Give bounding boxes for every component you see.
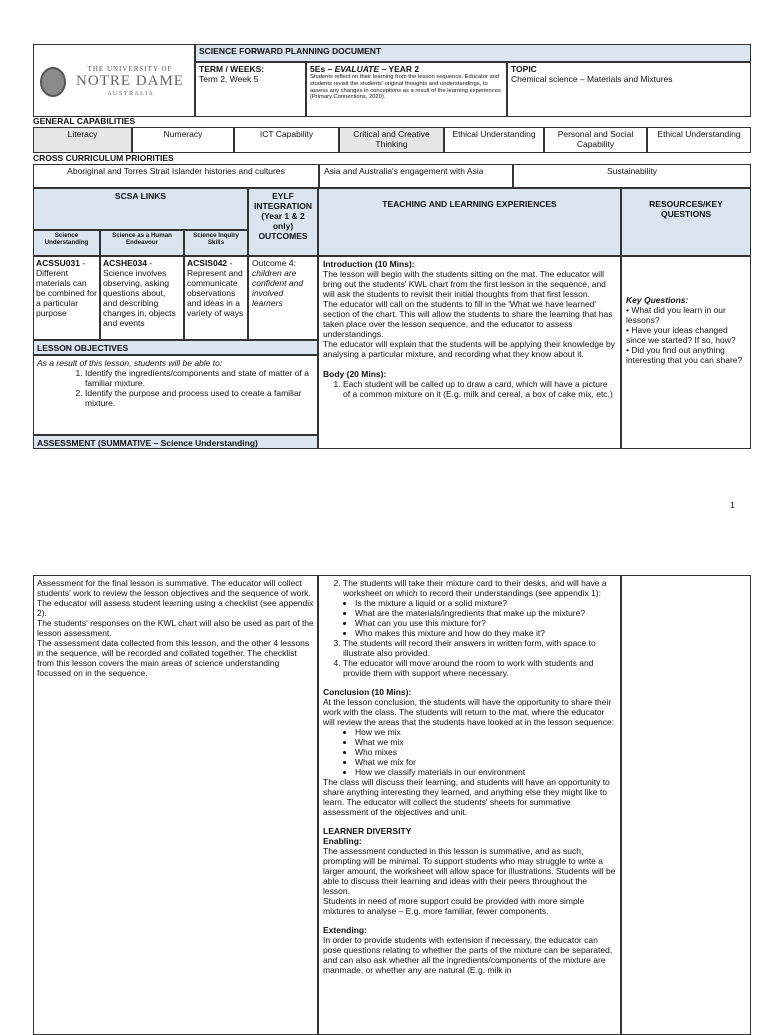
capability-ethical-2: Ethical Understanding — [647, 127, 751, 153]
objectives-heading: LESSON OBJECTIVES — [33, 340, 318, 355]
intro-heading: Introduction (10 Mins): — [323, 259, 415, 269]
scsa-sub-human: Science as a Human Endeavour — [100, 230, 184, 256]
capability-personal: Personal and Social Capability — [544, 127, 647, 153]
logo-cell — [33, 44, 195, 117]
outcomes-label: OUTCOMES — [258, 231, 308, 241]
ccp-sustainability: Sustainability — [513, 164, 751, 188]
scsa-c4: Outcome 4: children are confident and involved learners — [248, 256, 318, 340]
scsa-c1: ACSSU031 - Different materials can be combined for a particular purpose — [33, 256, 100, 340]
logo-line1: THE UNIVERSITY OF — [87, 65, 173, 73]
es-cell — [306, 62, 507, 117]
es-text: Students reflect on their learning from the lesson sequence. Educator and students revisit the students' original thoughts and understandings, to assess any changes in conceptions as a result of the learning experiences (Primary Connections, 2020). — [310, 74, 501, 101]
doc-title: SCIENCE FORWARD PLANNING DOCUMENT — [195, 44, 751, 62]
topic-label: TOPIC — [511, 64, 537, 74]
ccp-asia: Asia and Australia's engagement with Asia — [319, 164, 513, 188]
eylf-heading — [248, 188, 318, 256]
term-cell — [195, 62, 306, 117]
crest-icon — [40, 67, 66, 97]
resources-cell-1: Key Questions: • What did you learn in our lessons? • Have your ideas changed since we started? If so, how? • Did you find out anything interesting that you can share? — [621, 256, 751, 449]
university-logo — [40, 65, 190, 101]
scsa-c2: ACSHE034 - Science involves observing, asking questions about, and describing changes in, objects and events — [100, 256, 184, 340]
teaching-cell-2: 2. The students will take their mixture card to their desks, and will have a worksheet on which to record their understandings (see appendix 1): • Is the mixture a liquid or a solid mixture? • What are the materials/ingredients that make up the mixture? • What can you use this mixture for? • Who makes this mixture and how do they make it? 3. The students will record their answers in written form, with space to illustrate also provided. 4. The educator will move around the room to work with students and provide them with support where necessary. Conclusion (10 Mins): At the lesson conclusion, the students will have the opportunity to share their work with the class. The students will return to the mat, where the educator will review the areas that the students have looked at in the lesson sequence: • How we mix • What we mix • Who mixes • What we mix for • How we classify materials in our environment The class will discuss their learning, and students will have an opportunity to share anything interesting they learned, and anything else they might like to learn. The educator will collect the students' sheets for summative assessment of the objectives and unit. LEARNER DIVERSITY Enabling: The assessment conducted in this lesson is summative, and as such, prompting will be minimal. To support students who may struggle to write a larger amount, the worksheet will allow space for illustrations. Students will be able to discuss their learning and ideas with their peers throughout the lesson. Students in need of more support could be provided with more simple mixtures to analyse – E.g. more familiar, fewer components. Extending: In order to provide students with extension if necessary, the educator can pose questions relating to whether the parts of the mixture can be separated, and can also ask whether all the ingredients/components of the mixture are manmade, or whether any are natural (E.g. milk in — [318, 575, 621, 1035]
enabling-heading: Enabling: — [323, 836, 362, 846]
assessment-heading: ASSESSMENT (SUMMATIVE – Science Understanding) — [33, 435, 318, 449]
resources-heading: RESOURCES/KEY QUESTIONS — [621, 188, 751, 256]
key-questions-heading: Key Questions: — [626, 295, 689, 305]
logo-line3: A U S T R A L I A — [107, 90, 153, 97]
es-label: 5Es – EVALUATE – YEAR 2 — [310, 64, 420, 74]
assessment-cell-2: Assessment for the final lesson is summative. The educator will collect students' work to review the lesson objectives and the sequence of work. The educator will assess student learning using a checklist (see appendix 2). The students' responses on the KWL chart will also be used as part of the lesson assessment. The assessment data collected from this lesson, and the other 4 lessons in the sequence, will be recorded and collated together. The checklist from this lesson covers the main areas of science understanding focussed on in the sequence. — [33, 575, 318, 1035]
resources-cell-2 — [621, 575, 751, 1035]
topic-value: Chemical science – Materials and Mixtures — [511, 74, 673, 84]
ccp-label: CROSS CURRICULUM PRIORITIES — [33, 153, 174, 163]
conclusion-heading: Conclusion (10 Mins): — [323, 687, 412, 697]
capability-ethical: Ethical Understanding — [444, 127, 544, 153]
logo-line2: NOTRE DAME — [76, 73, 184, 89]
diversity-heading: LEARNER DIVERSITY — [323, 826, 412, 836]
page-number: 1 — [730, 500, 735, 510]
teaching-cell-1: Introduction (10 Mins): The lesson will begin with the students sitting on the mat. The educator will bring out the students' KWL chart from the first lesson in the sequence, and will ask the students to revisit their initial thoughts from that first lesson. The educator will call on the students to fill in the 'What we have learned' section of the chart. This will allow the students to share the learning that has taken place over the lesson sequence, and the educator to assess understandings. The educator will explain that the students will be applying their knowledge by analysing a particular mixture, and recording what they know about it. Body (20 Mins): 1. Each student will be called up to draw a card, which will have a picture of a common mixture on it (E.g. milk and cereal, a box of cake mix, etc.) — [318, 256, 621, 449]
term-label: TERM / WEEKS: — [199, 64, 265, 74]
capability-critical: Critical and Creative Thinking — [339, 127, 444, 153]
capability-ict: ICT Capability — [234, 127, 339, 153]
term-value: Term 2, Week 5 — [199, 74, 259, 84]
scsa-sub-inquiry: Science Inquiry Skills — [184, 230, 248, 256]
topic-cell — [507, 62, 751, 117]
ccp-aboriginal: Aboriginal and Torres Strait Islander histories and cultures — [33, 164, 319, 188]
scsa-c3: ACSIS042 - Represent and communicate observations and ideas in a variety of ways — [184, 256, 248, 340]
scsa-sub-understanding: Science Understanding — [33, 230, 100, 256]
capability-literacy: Literacy — [33, 127, 132, 153]
teaching-heading: TEACHING AND LEARNING EXPERIENCES — [318, 188, 621, 256]
capability-numeracy: Numeracy — [132, 127, 234, 153]
body-heading: Body (20 Mins): — [323, 369, 387, 379]
objectives-body: As a result of this lesson, students will be able to: 1. Identify the ingredients/components and state of matter of a familiar mixture. 2. Identify the purpose and process used to create a familiar mixture. — [33, 355, 318, 435]
eylf-label: EYLF INTEGRATION (Year 1 & 2 only) — [254, 191, 312, 231]
capabilities-label: GENERAL CAPABILITIES — [33, 116, 136, 126]
scsa-heading: SCSA LINKS — [33, 188, 248, 230]
extending-heading: Extending: — [323, 925, 367, 935]
